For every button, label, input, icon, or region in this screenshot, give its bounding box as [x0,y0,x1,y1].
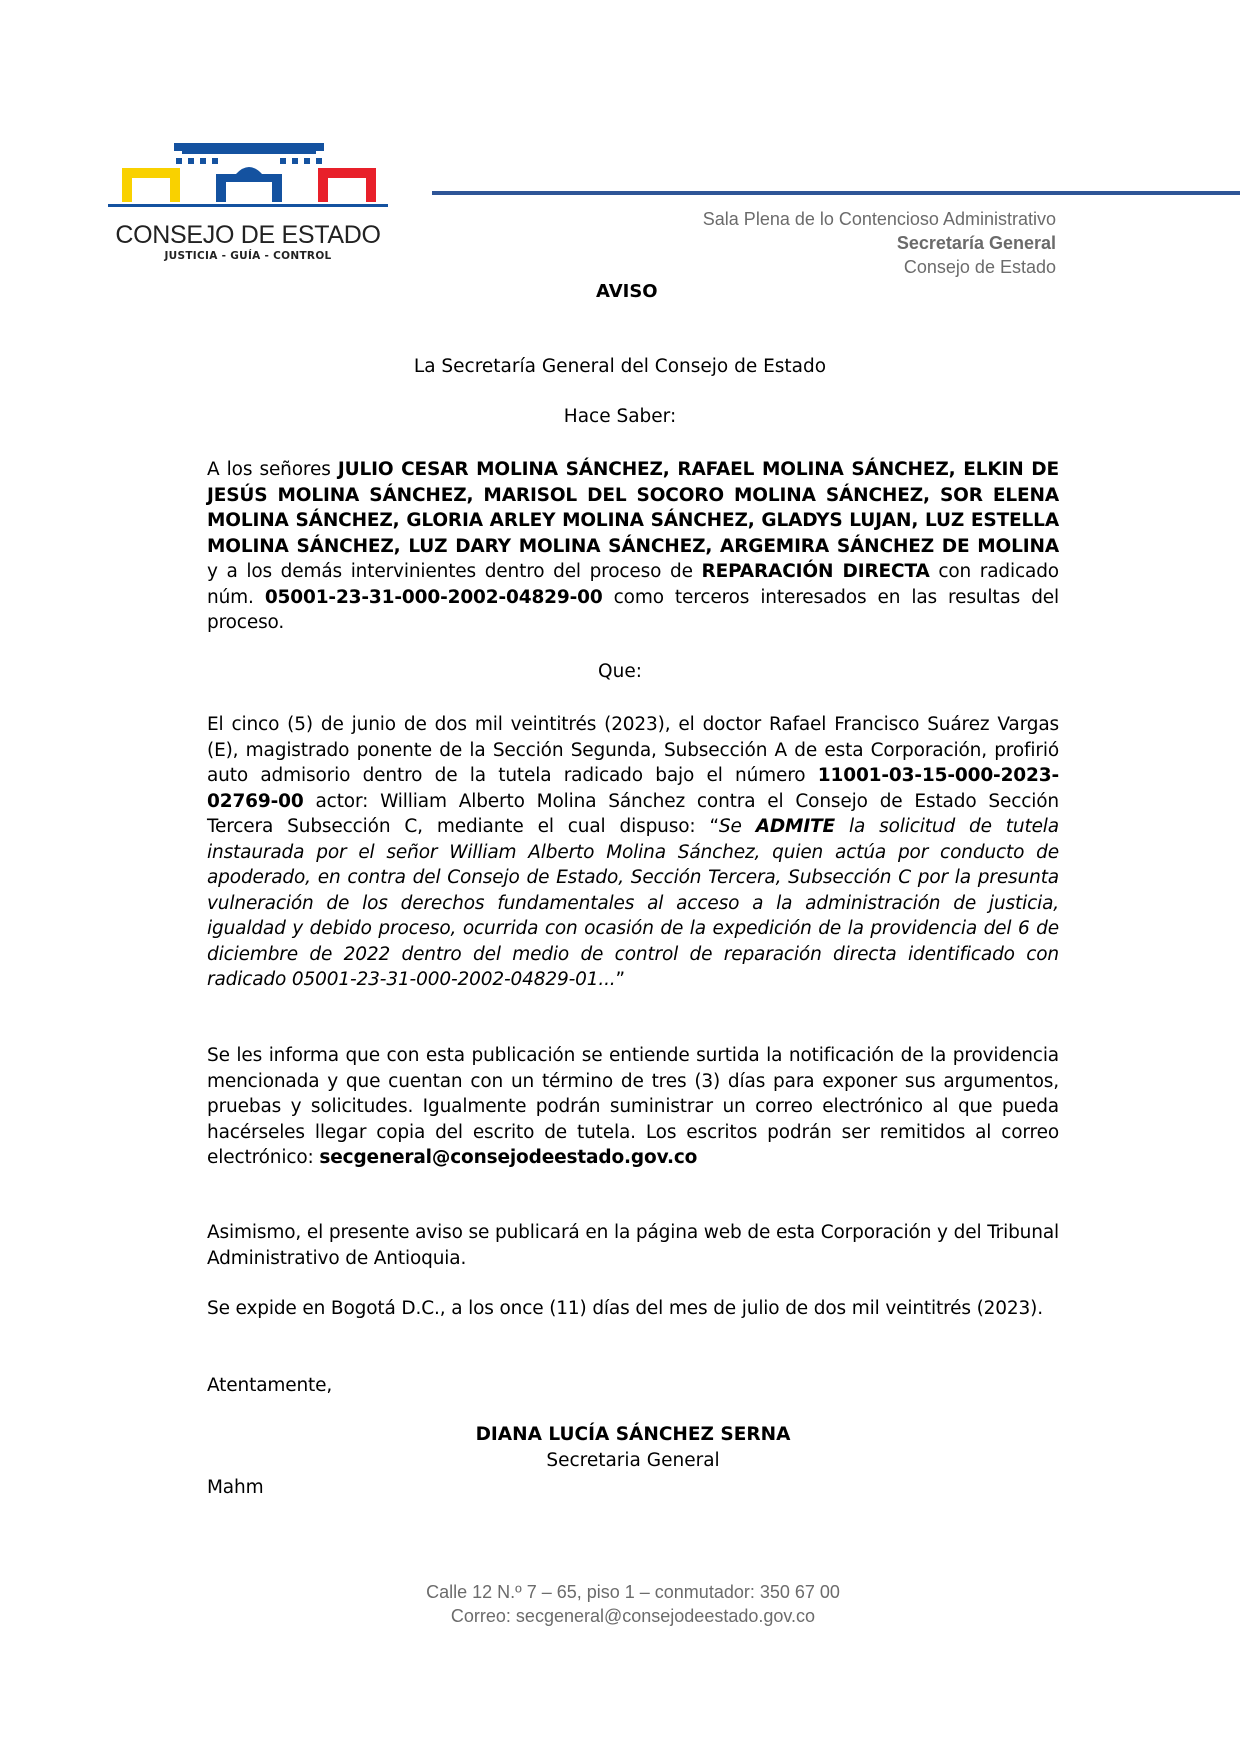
closing: Atentamente, [207,1375,333,1396]
initials: Mahm [207,1477,264,1498]
text: como terceros interesados en las resultas del proceso. [207,586,1060,633]
process-type: REPARACIÓN DIRECTA [701,561,930,582]
text: El cinco (5) de junio de dos mil veintitrés (2023), el doctor Rafael Francisco Suárez Vargas (E), magistrado ponente de la Sección Segunda, Subsección A de esta Corporación, profirió auto admisorio dentro de la tutela radicado bajo el número [207,714,1059,786]
hace-saber: Hace Saber: [563,406,677,427]
footer [0,1580,1240,1628]
signatory-name: DIANA LUCÍA SÁNCHEZ SERNA [475,1424,791,1445]
paragraph-expedicion: Se expide en Bogotá D.C., a los once (11) días del mes de julio de dos mil veintitrés (2023). [207,1298,1043,1319]
text: con radicado núm. [207,561,1059,608]
header-line-sala: Sala Plena de lo Contencioso Administrativo [702,209,1056,229]
header-block [703,207,1056,279]
paragraph-publicacion: Asimismo, el presente aviso se publicará en la página web de esta Corporación y del Tribunal Administrativo de Antioquia. [207,1222,1059,1269]
tutela-radicado: 11001-03-15-000-2023-02769-00 [207,765,1059,812]
building-logo-icon [108,140,388,222]
text: Se les informa que con esta publicación se entiende surtida la notificación de la providencia mencionada y que cuentan con un término de tres (3) días para exponer sus argumentos, pruebas y solicitudes. Igualmente podrán suministrar un correo electrónico al que pueda hacérseles llegar copia del escrito de tutela. Los escritos podrán ser remitidos al correo electrónico: [207,1045,1059,1168]
footer-email: Correo: secgeneral@consejodeestado.gov.co [450,1606,816,1626]
intro-line: La Secretaría General del Consejo de Estado [413,356,827,377]
paragraph-auto-admisorio [207,712,1059,993]
process-radicado: 05001-23-31-000-2002-04829-00 [264,586,603,608]
logo-wordmark: CONSEJO DE ESTADO [115,221,381,249]
que-heading: Que: [598,661,642,682]
text: actor: William Alberto Molina Sánchez contra el Consejo de Estado Sección Tercera Subsección C, mediante el cual dispuso: “ [207,790,1059,837]
consejo-de-estado-logo [108,140,388,265]
paragraph-notificacion [207,1043,1059,1171]
signatory-role: Secretaria General [546,1450,720,1471]
paragraph-addressees [207,457,1059,636]
footer-address: Calle 12 N.º 7 – 65, piso 1 – conmutador: 350 67 00 [426,1582,840,1602]
text: A los señores [207,459,338,480]
admite-word: ADMITE [755,816,836,837]
quote-text: la solicitud de tutela instaurada por el señor William Alberto Molina Sánchez, quien actúa por conducto de apoderado, en contra del Consejo de Estado, Sección Tercera, Subsección C por la presunta vulneración de los derechos fundamentales al acceso a la administración de justicia, igualdad y debido proceso, ocurrida con ocasión de la expedición de la providencia del 6 de diciembre de 2022 dentro del medio de control de reparación directa identificado con radicado 05001-23-31-000-2002-04829-01... [207,816,1059,990]
document-title: AVISO [596,281,658,302]
quote-close: ” [615,969,625,990]
logo-tagline: JUSTICIA - GUÍA - CONTROL [164,250,332,262]
header-line-consejo: Consejo de Estado [903,257,1056,277]
contact-email: secgeneral@consejodeestado.gov.co [319,1147,698,1168]
text: y a los demás intervinientes dentro del proceso de [207,561,702,582]
quote-start: Se [718,816,756,837]
addressee-names: JULIO CESAR MOLINA SÁNCHEZ, RAFAEL MOLINA SÁNCHEZ, ELKIN DE JESÚS MOLINA SÁNCHEZ, MARISOL DEL SOCORO MOLINA SÁNCHEZ, SOR ELENA MOLINA SÁNCHEZ, GLORIA ARLEY MOLINA SÁNCHEZ, GLADYS LUJAN, LUZ ESTELLA MOLINA SÁNCHEZ, LUZ DARY MOLINA SÁNCHEZ, ARGEMIRA SÁNCHEZ DE MOLINA [207,459,1059,557]
header-rule [432,191,1240,195]
header-line-secretaria: Secretaría General [896,233,1056,253]
